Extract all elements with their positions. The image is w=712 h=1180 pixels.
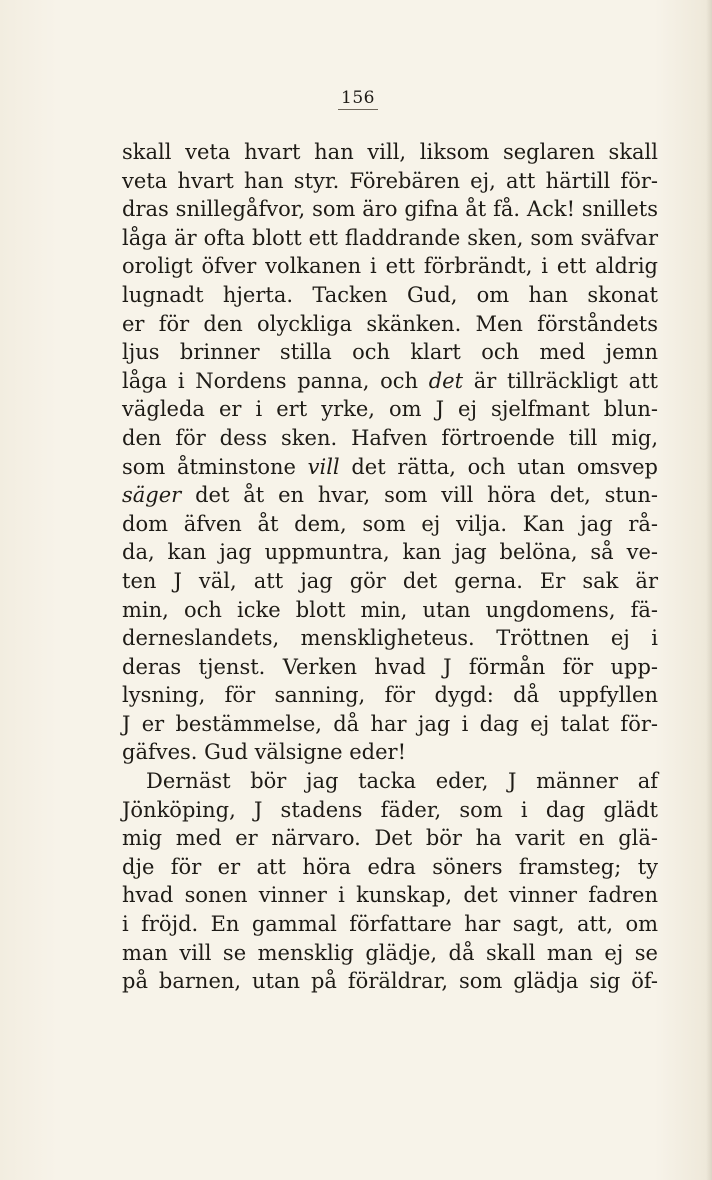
page-number: 156 xyxy=(341,88,375,108)
text-line: er för den olyckliga skänken. Men förståndets xyxy=(122,311,658,336)
text-line: mig med er närvaro. Det bör ha varit en glä- xyxy=(122,826,658,851)
emphasis: det xyxy=(428,368,464,393)
emphasis: vill xyxy=(307,454,340,479)
paragraph-end-line: gäfves. Gud välsigne eder! xyxy=(122,740,407,765)
text-line: som åtminstone vill det rätta, och utan omsvep xyxy=(122,454,658,479)
text-line: skall veta hvart han vill, liksom seglaren skall xyxy=(122,140,658,164)
text-line: den för dess sken. Hafven förtroende till mig, xyxy=(122,425,658,450)
text-line: veta hvart han styr. Förebären ej, att härtill för- xyxy=(122,168,658,193)
text-line: låga är ofta blott ett fladdrande sken, som sväfvar xyxy=(122,225,658,250)
text-line: lugnadt hjerta. Tacken Gud, om han skonat xyxy=(122,282,658,307)
text-line: Jönköping, J stadens fäder, som i dag glädt xyxy=(122,797,658,822)
body-text xyxy=(122,138,658,996)
text-line: ten J väl, att jag gör det gerna. Er sak är xyxy=(122,568,658,593)
text-line: oroligt öfver volkanen i ett förbrändt, i ett aldrig xyxy=(122,254,658,279)
text-line: vägleda er i ert yrke, om J ej sjelfmant blun- xyxy=(122,397,658,422)
page-edge-shadow xyxy=(706,0,712,1180)
text-line: dje för er att höra edra söners framsteg; ty xyxy=(122,854,658,879)
text-line: dras snillegåfvor, som äro gifna åt få. Ack! snillets xyxy=(122,197,658,222)
text-line: man vill se mensklig glädje, då skall man ej se xyxy=(122,940,658,965)
text-line: dom äfven åt dem, som ej vilja. Kan jag rå- xyxy=(122,511,658,536)
text-line: derneslandets, menskligheteus. Tröttnen ej i xyxy=(122,626,658,651)
text-line: min, och icke blott min, utan ungdomens, fä- xyxy=(122,597,658,622)
emphasis: säger xyxy=(122,483,182,508)
text-line: ljus brinner stilla och klart och med jemn xyxy=(122,340,658,365)
text-line: säger det åt en hvar, som vill höra det, stun- xyxy=(122,483,658,508)
page-number-underline xyxy=(338,109,378,110)
text-line: på barnen, utan på föräldrar, som glädja sig öf- xyxy=(122,969,658,994)
text-line: deras tjenst. Verken hvad J förmån för upp- xyxy=(122,654,658,679)
paragraph-start-line: Dernäst bör jag tacka eder, J männer af xyxy=(146,769,658,794)
text-line: hvad sonen vinner i kunskap, det vinner fadren xyxy=(122,883,658,908)
text-line: J er bestämmelse, då har jag i dag ej talat för- xyxy=(122,711,658,736)
text-line: da, kan jag uppmuntra, kan jag belöna, så ve- xyxy=(122,540,658,565)
text-line: låga i Nordens panna, och det är tillräckligt att xyxy=(122,368,658,393)
text-line: lysning, för sanning, för dygd: då uppfyllen xyxy=(122,683,658,708)
text-line: i fröjd. En gammal författare har sagt, att, om xyxy=(122,912,658,937)
